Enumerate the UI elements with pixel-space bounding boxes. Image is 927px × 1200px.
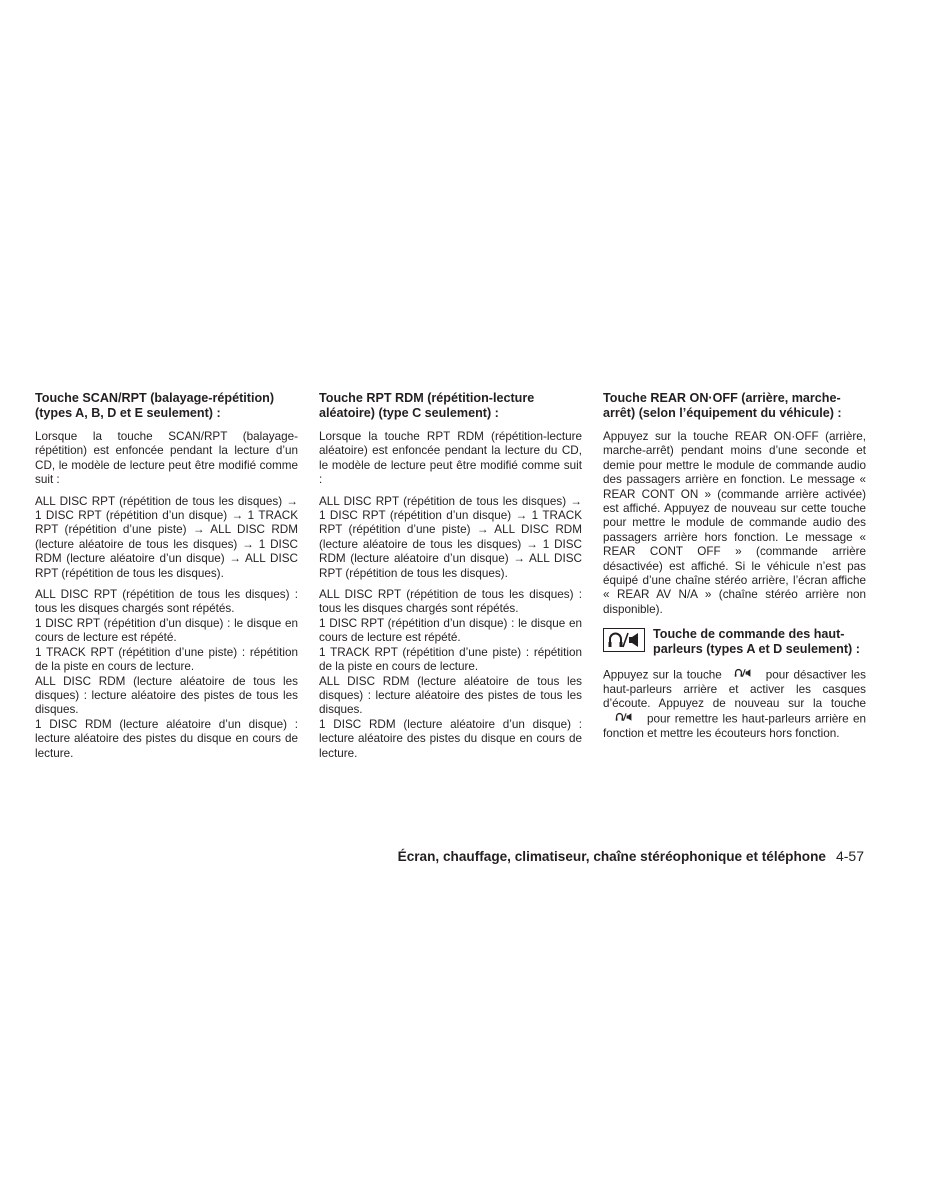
definition-all-disc-rdm: ALL DISC RDM (lecture aléatoire de tous les disques) : lecture aléatoire des pistes de tous les disques.	[319, 674, 582, 717]
headphone-speaker-icon	[615, 712, 633, 726]
page-number: 4-57	[835, 848, 864, 864]
definition-all-disc-rpt: ALL DISC RPT (répétition de tous les disques) : tous les disques chargés sont répétés.	[35, 588, 298, 616]
paragraph-intro: Lorsque la touche SCAN/RPT (balayage-répétition) est enfoncée pendant la lecture d’un CD, le modèle de lecture peut être modifié comme suit :	[35, 430, 298, 487]
definition-1-track-rpt: 1 TRACK RPT (répétition d’une piste) : répétition de la piste en cours de lecture.	[319, 645, 582, 674]
headphone-speaker-icon	[603, 628, 645, 652]
column-rear-on-off	[603, 391, 866, 741]
definition-all-disc-rdm: ALL DISC RDM (lecture aléatoire de tous les disques) : lecture aléatoire des pistes de tous les disques.	[35, 674, 298, 717]
headphone-speaker-icon	[734, 668, 752, 682]
paragraph-rear-on-off: Appuyez sur la touche REAR ON·OFF (arrière, marche-arrêt) pendant moins d’une seconde et demie pour mettre le module de commande audio des passagers arrière en fonction. Le message « REAR CONT ON » (commande arrière activée) est affiché. Appuyez de nouveau sur cette touche pour mettre le module de commande audio des passagers arrière hors fonction. Le message « REAR CONT OFF » (commande arrière désactivée) est affiché. Si le véhicule n’est pas équipé d’une chaîne stéréo arrière, l’écran affiche « REAR AV N/A » (chaîne stéréo arrière non disponible).	[603, 430, 866, 616]
page-footer	[398, 848, 864, 864]
paragraph-intro: Lorsque la touche RPT RDM (répétition-lecture aléatoire) est enfoncée pendant la lecture du CD, le modèle de lecture peut être modifié comme suit :	[319, 430, 582, 487]
column-rpt-rdm	[319, 391, 582, 761]
definition-1-track-rpt: 1 TRACK RPT (répétition d’une piste) : répétition de la piste en cours de lecture.	[35, 645, 298, 674]
speaker-control-heading-row	[603, 627, 866, 657]
section-heading-rpt-rdm: Touche RPT RDM (répétition-lecture aléatoire) (type C seulement) :	[319, 391, 535, 420]
paragraph-speaker-control: Appuyez sur la touche pour désactiver les haut-parleurs arrière et activer les casques d’écoute. Appuyez de nouveau sur la touchepour remettre les haut-parleurs arrière en fonction et mettre les écouteurs hors fonction.	[603, 668, 866, 740]
section-heading-rear-on-off: Touche REAR ON·OFF (arrière, marche-arrêt) (selon l’équipement du véhicule) :	[603, 391, 842, 420]
paragraph-sequence: ALL DISC RPT (répétition de tous les disques) → 1 DISC RPT (répétition d’un disque) → 1 TRACK RPT (répétition d’une piste) → ALL DISC RDM (lecture aléatoire de tous les disques) → 1 DISC RDM (lecture aléatoire d’un disque) → ALL DISC RPT (répétition de tous les disques).	[35, 494, 298, 580]
column-scan-rpt	[35, 391, 298, 761]
section-heading-scan-rpt: Touche SCAN/RPT (balayage-répétition) (types A, B, D et E seulement) :	[35, 391, 275, 420]
definition-1-disc-rpt: 1 DISC RPT (répétition d’un disque) : le disque en cours de lecture est répété.	[319, 616, 582, 645]
definition-1-disc-rdm: 1 DISC RDM (lecture aléatoire d’un disque) : lecture aléatoire des pistes du disque en cours de lecture.	[35, 717, 298, 760]
section-heading-speaker-control: Touche de commande des haut-parleurs (types A et D seulement) :	[653, 627, 860, 657]
footer-section-title: Écran, chauffage, climatiseur, chaîne stéréophonique et téléphone	[397, 849, 826, 864]
definition-all-disc-rpt: ALL DISC RPT (répétition de tous les disques) : tous les disques chargés sont répétés.	[319, 588, 582, 616]
paragraph-sequence: ALL DISC RPT (répétition de tous les disques) → 1 DISC RPT (répétition d’un disque) → 1 TRACK RPT (répétition d’une piste) → ALL DISC RDM (lecture aléatoire de tous les disques) → 1 DISC RDM (lecture aléatoire d’un disque) → ALL DISC RPT (répétition de tous les disques).	[319, 494, 582, 580]
definition-1-disc-rdm: 1 DISC RDM (lecture aléatoire d’un disque) : lecture aléatoire des pistes du disque en cours de lecture.	[319, 717, 582, 760]
definition-1-disc-rpt: 1 DISC RPT (répétition d’un disque) : le disque en cours de lecture est répété.	[35, 616, 298, 645]
